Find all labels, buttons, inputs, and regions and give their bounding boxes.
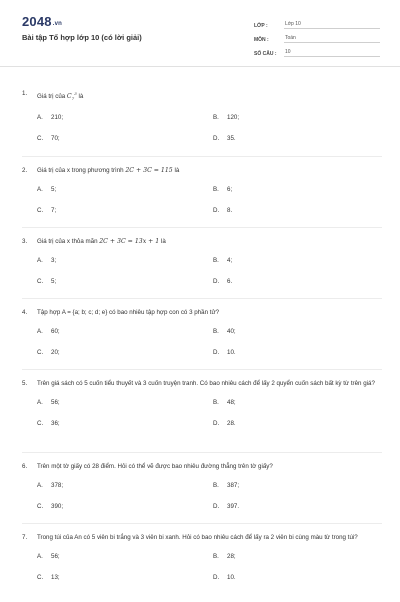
meta-label: SỐ CÂU : (254, 51, 277, 57)
question-stem: 1. Giá trị của $C_7^3$ là (22, 88, 382, 104)
option-c[interactable]: C. 7; (37, 207, 57, 214)
question-number: 5. (22, 380, 28, 387)
question-divider (22, 227, 382, 228)
document-header (0, 0, 400, 62)
meta-row-class (254, 15, 380, 29)
logo-text: 2048 (22, 14, 52, 29)
question-text: Giá trị của x trong phương trình (37, 167, 126, 174)
question-text: Trong túi của An có 5 viên bi trắng và 3 viên bi xanh. Hỏi có bao nhiêu cách để lấy ra 2 viên bi cùng màu từ trong túi? (37, 534, 358, 541)
option-d[interactable]: D. 10. (213, 349, 236, 356)
option-b[interactable]: B. 48; (213, 399, 236, 406)
option-a[interactable]: A. 60; (37, 328, 60, 335)
header-divider (0, 66, 400, 67)
question-number: 6. (22, 463, 28, 470)
option-a[interactable]: A. 56; (37, 553, 60, 560)
option-d[interactable]: D. 6. (213, 278, 233, 285)
option-a[interactable]: A. 56; (37, 399, 60, 406)
option-c[interactable]: C. 13; (37, 574, 60, 581)
question-number: 7. (22, 534, 28, 541)
meta-label: MÔN : (254, 37, 269, 43)
question-3 (22, 236, 382, 298)
question-stem (22, 378, 382, 389)
question-stem (22, 532, 382, 543)
option-d[interactable]: D. 28. (213, 420, 236, 427)
question-2 (22, 165, 382, 227)
question-5 (22, 378, 382, 452)
question-divider (22, 452, 382, 453)
math-formula: 2C + 3C = 115 (125, 167, 173, 174)
document-title: Bài tập Tổ hợp lớp 10 (có lời giải) (22, 33, 142, 42)
option-b[interactable]: B. 6; (213, 186, 233, 193)
question-number: 2. (22, 167, 28, 174)
question-stem: 2. Giá trị của x trong phương trình 2C + 3C = 115 là (22, 167, 180, 174)
math-formula: 2C + 3C = 13x + 1 (99, 238, 160, 245)
question-stem (22, 461, 382, 472)
logo-domain: .vn (52, 21, 63, 27)
question-text: Tập hợp A = {a; b; c; d; e} có bao nhiêu tập hợp con có 3 phần tử? (37, 309, 220, 316)
option-c[interactable]: C. 20; (37, 349, 60, 356)
option-d[interactable]: D. 8. (213, 207, 233, 214)
option-b[interactable]: B. 28; (213, 553, 236, 560)
question-text: Giá trị của (37, 93, 67, 101)
option-a[interactable]: A. 5; (37, 186, 57, 193)
option-c[interactable]: C. 70; (37, 135, 60, 143)
question-text: Trên một tờ giấy có 28 điểm. Hỏi có thể vẽ được bao nhiêu đường thẳng trên tờ giấy? (37, 463, 273, 470)
question-text: Trên giá sách có 5 cuốn tiểu thuyết và 3 cuốn truyện tranh. Có bao nhiêu cách để lấy 2 quyển cuốn sách bất kỳ từ trên giá? (37, 380, 375, 387)
math-formula: $C_7^3$ (66, 91, 77, 102)
option-d[interactable]: D. 397. (213, 503, 240, 510)
question-divider (22, 298, 382, 299)
site-logo[interactable] (22, 14, 62, 29)
question-list (22, 88, 382, 602)
meta-value: Toán (284, 35, 380, 44)
option-a[interactable]: A. 378; (37, 482, 64, 489)
question-number: 3. (22, 238, 28, 245)
meta-value: Lớp 10 (284, 21, 380, 30)
option-c[interactable]: C. 5; (37, 278, 57, 285)
meta-row-count (254, 43, 380, 57)
meta-label: LỚP : (254, 23, 268, 29)
option-b[interactable]: B. 120; (213, 114, 240, 122)
option-c[interactable]: C. 390; (37, 503, 64, 510)
question-divider (22, 369, 382, 370)
question-4 (22, 307, 382, 369)
question-number: 1. (22, 90, 28, 97)
question-6 (22, 461, 382, 523)
option-d[interactable]: D. 10. (213, 574, 236, 581)
option-a[interactable]: A. 210; (37, 114, 64, 122)
option-b[interactable]: B. 40; (213, 328, 236, 335)
option-c[interactable]: C. 36; (37, 420, 60, 427)
option-b[interactable]: B. 387; (213, 482, 240, 489)
document-meta (254, 15, 380, 57)
question-text: Giá trị của x thỏa mãn (37, 238, 100, 245)
question-divider (22, 523, 382, 524)
option-b[interactable]: B. 4; (213, 257, 233, 264)
option-a[interactable]: A. 3; (37, 257, 57, 264)
question-1 (22, 88, 382, 156)
question-7 (22, 532, 382, 602)
meta-value: 10 (284, 49, 380, 58)
question-stem: 3. Giá trị của x thỏa mãn 2C + 3C = 13x + 1 là (22, 238, 166, 245)
question-number: 4. (22, 309, 28, 316)
question-divider (22, 156, 382, 157)
question-stem (22, 307, 382, 318)
meta-row-subject (254, 29, 380, 43)
option-d[interactable]: D. 35. (213, 135, 236, 143)
